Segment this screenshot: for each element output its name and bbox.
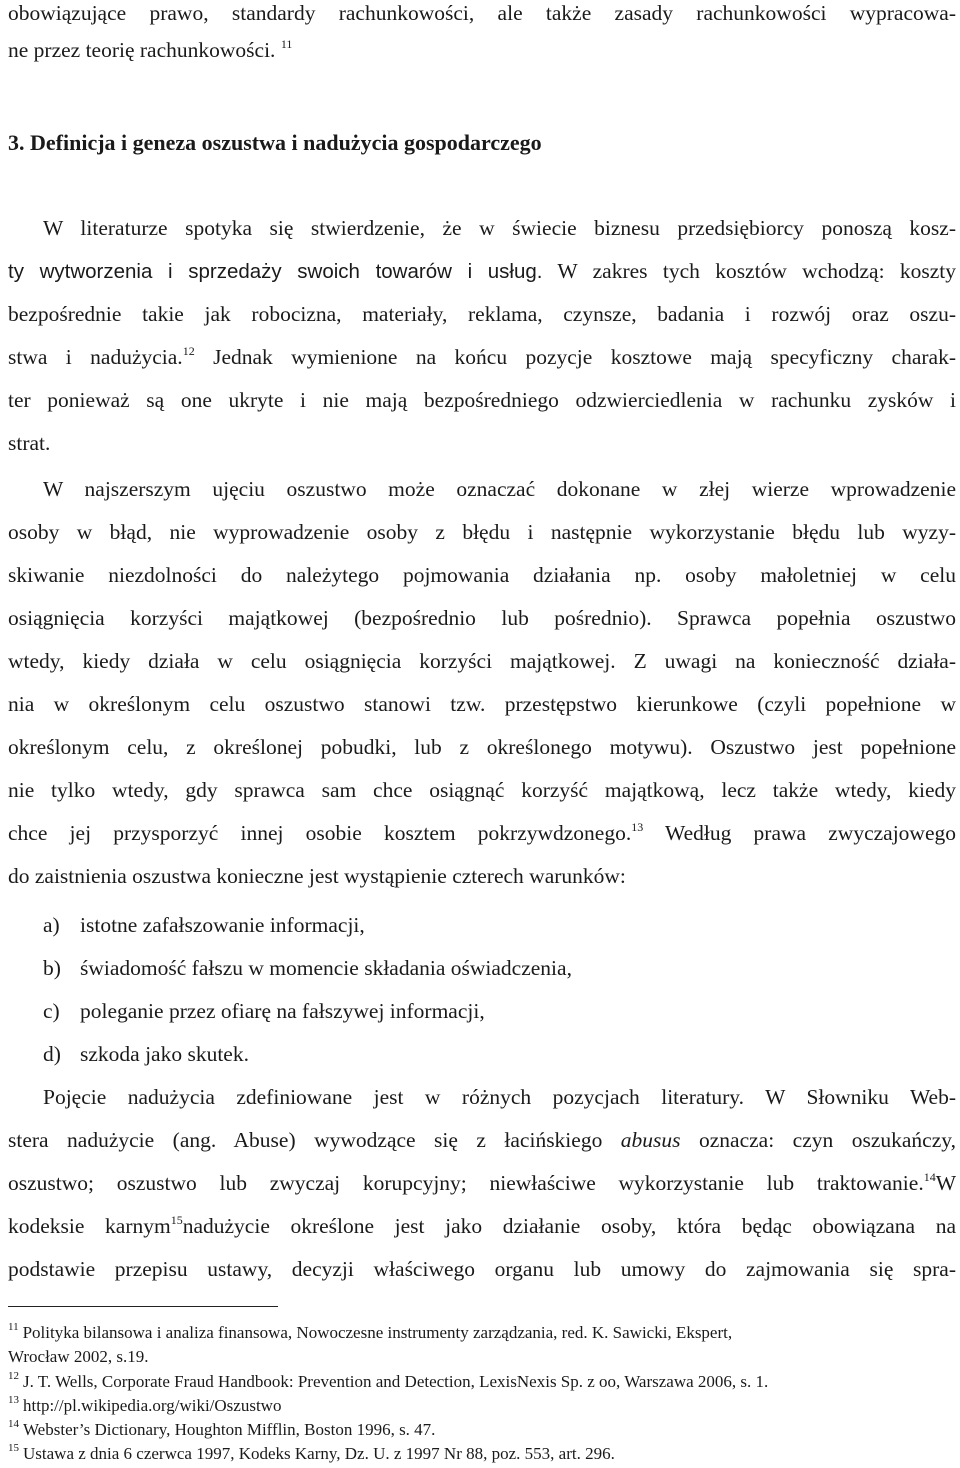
body-text-line — [43, 1084, 956, 1110]
italic-term: abusus — [620, 1128, 681, 1152]
footnote-ref[interactable]: 14 — [923, 1170, 936, 1184]
text-run: Z uwagi na konieczność działa- — [615, 649, 956, 673]
footnote-ref[interactable]: 11 — [280, 37, 293, 51]
footnote-text: Polityka bilansowa i analiza finansowa, Nowoczesne instrumenty zarządzania, red. K. Sawicki, Ekspert, — [22, 1323, 733, 1342]
text-run: osoby małoletniej w celu — [661, 563, 956, 587]
section-heading: 3. Definicja i geneza oszustwa i nadużycia gospodarczego — [8, 130, 542, 155]
text-run: chce jej przysporzyć innej osobie kosztem pokrzywdzonego. — [8, 821, 632, 845]
body-text-line — [8, 691, 956, 717]
body-text-line — [8, 301, 956, 327]
body-text-line — [43, 476, 956, 502]
text-run: przestępstwo kierunkowe (czyli popełnione w — [485, 692, 956, 716]
text-run: oszustwo; oszustwo lub zwyczaj korupcyjny; niewłaściwe wykorzystanie lub traktowanie. — [8, 1171, 924, 1195]
footnote-number: 13 — [8, 1394, 19, 1406]
text-run: nia w określonym celu oszustwo stanowi tzw. — [8, 692, 486, 716]
body-text-line — [8, 605, 956, 631]
text-run: oznacza: czyn oszukańczy, — [680, 1128, 956, 1152]
footnote-ref[interactable]: 13 — [631, 820, 644, 834]
text-run: ty wytworzenia i sprzedaży swoich towarów i usług. — [8, 260, 543, 283]
text-run: ne przez teorię rachunkowości. — [8, 38, 276, 62]
list-item — [43, 955, 572, 981]
footnote-number: 15 — [8, 1442, 19, 1454]
text-run: Pojęcie nadużycia zdefiniowane jest w różnych pozycjach literatury. W Słowniku Web- — [43, 1085, 956, 1109]
text-run: stera nadużycie (ang. Abuse) wywodzące się z łacińskiego — [8, 1128, 621, 1152]
body-text-line — [8, 648, 956, 674]
footnote-text: J. T. Wells, Corporate Fraud Handbook: Prevention and Detection, LexisNexis Sp. z oo, Warszawa 2006, s. 1. — [23, 1372, 769, 1391]
footnote — [8, 1443, 956, 1464]
text-run: Według prawa zwyczajowego — [643, 821, 956, 845]
body-text-line — [8, 1170, 956, 1196]
list-item-label: c) — [43, 999, 60, 1023]
text-run: bezpośrednie takie jak robocizna, materiały, reklama, czynsze, badania i rozwój oraz oszu- — [8, 302, 956, 326]
footnote — [8, 1322, 956, 1343]
list-item-label: d) — [43, 1042, 61, 1066]
text-run: Oszustwo jest popełnione — [692, 735, 956, 759]
footnote — [8, 1419, 956, 1440]
list-item-text: szkoda jako skutek. — [80, 1042, 249, 1066]
body-text-line — [8, 820, 956, 846]
text-run: ter ponieważ są one ukryte i nie mają bezpośredniego odzwierciedlenia w rachunku zysków i — [8, 388, 956, 412]
body-text-line — [8, 1213, 956, 1239]
body-text-line — [8, 734, 956, 760]
body-text-line — [8, 519, 956, 545]
footnote-text: Webster’s Dictionary, Houghton Mifflin, Boston 1996, s. 47. — [23, 1420, 436, 1439]
body-text-line — [8, 863, 956, 889]
text-run: nie tylko wtedy, gdy sprawca sam chce osiągnąć korzyść majątkową, lecz także wtedy, kiedy — [8, 778, 956, 802]
text-run: osoby w błąd, nie wyprowadzenie osoby z błędu i następnie wykorzystanie błędu lub wyzy- — [8, 520, 956, 544]
footnote-link[interactable]: http://pl.wikipedia.org/wiki/Oszustwo — [23, 1396, 282, 1415]
body-text-line — [8, 562, 956, 588]
footnote-ref[interactable]: 15 — [170, 1213, 183, 1227]
list-item-text: świadomość fałszu w momencie składania oświadczenia, — [80, 956, 572, 980]
text-run: stwa i nadużycia. — [8, 345, 183, 369]
list-item — [43, 912, 365, 938]
text-run: osiągnięcia korzyści majątkowej (bezpośrednio lub pośrednio). — [8, 606, 652, 630]
text-run: W literaturze spotyka się stwierdzenie, że w świecie biznesu przedsiębiorcy ponoszą kosz- — [43, 216, 956, 240]
list-item-text: poleganie przez ofiarę na fałszywej informacji, — [80, 999, 485, 1023]
text-run: W — [935, 1171, 956, 1195]
body-text-line — [8, 0, 956, 26]
footnote-number: 12 — [8, 1370, 19, 1382]
text-run: do zaistnienia oszustwa konieczne jest wystąpienie czterech warunków: — [8, 864, 626, 888]
body-text-line — [8, 387, 956, 413]
body-text-line — [8, 777, 956, 803]
list-item — [43, 1041, 249, 1067]
footnote-ref[interactable]: 12 — [182, 344, 195, 358]
footnote-number: 14 — [8, 1418, 19, 1430]
list-item-label: a) — [43, 913, 60, 937]
text-run: W najszerszym ujęciu oszustwo może oznaczać dokonane w złej wierze wprowadzenie — [43, 477, 956, 501]
text-run: obowiązujące prawo, standardy rachunkowości, ale także zasady rachunkowości wypracowa- — [8, 1, 956, 25]
text-run: Sprawca popełnia oszustwo — [651, 606, 956, 630]
body-text-line — [8, 344, 956, 370]
footnote-text: Ustawa z dnia 6 czerwca 1997, Kodeks Karny, Dz. U. z 1997 Nr 88, poz. 553, art. 296. — [23, 1444, 615, 1463]
list-item-label: b) — [43, 956, 61, 980]
text-run: W zakres tych kosztów wchodzą: koszty — [542, 259, 957, 283]
body-text-line — [8, 258, 956, 285]
list-item-text: istotne zafałszowanie informacji, — [80, 913, 365, 937]
body-text-line — [8, 430, 956, 456]
body-text-line — [43, 215, 956, 241]
text-run: nadużycie określone jest jako działanie osoby, która będąc obowiązana na — [182, 1214, 956, 1238]
text-run: wtedy, kiedy działa w celu osiągnięcia korzyści majątkowej. — [8, 649, 616, 673]
text-run: skiwanie niezdolności do należytego pojmowania działania np. — [8, 563, 662, 587]
list-item — [43, 998, 485, 1024]
text-run: strat. — [8, 431, 51, 455]
text-run: kodeksie karnym — [8, 1214, 171, 1238]
footnote — [8, 1395, 956, 1416]
text-run: określonym celu, z określonej pobudki, lub z określonego motywu). — [8, 735, 693, 759]
body-text-line — [8, 1127, 956, 1153]
text-run: podstawie przepisu ustawy, decyzji właściwego organu lub umowy do zajmowania się spra- — [8, 1257, 956, 1281]
body-text-line — [8, 1256, 956, 1282]
footnote-number: 11 — [8, 1321, 19, 1333]
text-run: Jednak wymienione na końcu pozycje kosztowe mają specyficzny charak- — [194, 345, 956, 369]
footnote-continuation: Wrocław 2002, s.19. — [8, 1347, 149, 1366]
footnote — [8, 1371, 956, 1392]
footnote-separator — [8, 1306, 278, 1307]
body-text-line — [8, 37, 956, 63]
